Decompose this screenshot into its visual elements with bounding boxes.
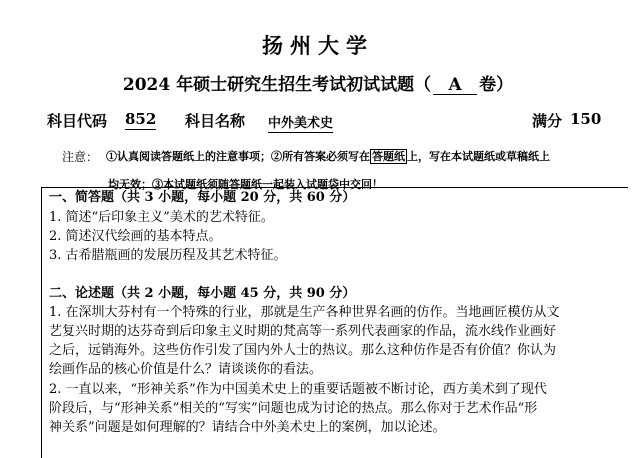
subject-code-label: 科目代码 [47,112,108,130]
question-2-1-line-3: 之后，远销海外。这些仿作引发了国内外人士的热议。那么这种仿作是否有价值？你认为 [49,343,557,358]
question-1-3: 3. 古希腊瓶画的发展历程及其艺术特征。 [49,248,287,263]
full-score-label: 满分 [532,112,563,130]
question-2-1-line-4: 绘画作品的核心价值是什么？请谈谈你的看法。 [49,362,323,377]
exam-title-suffix: 卷） [479,75,514,95]
notice-line-1-a: ①认真阅读答题纸上的注意事项；②所有答案必须写在 [106,150,370,163]
full-score: 150 [570,110,602,128]
paper-code: A [433,77,477,95]
question-2-2-line-1: 2. 一直以来，“形神关系”作为中国美术史上的重要话题被不断讨论，西方美术到了现代 [49,382,547,397]
notice-line-1-b: 上，写在本试题纸或草稿纸上 [407,150,550,163]
subject-name-label: 科目名称 [185,112,246,130]
exam-title [0,70,636,95]
notice-label: 注意： [62,150,99,164]
question-2-2-line-3: 神关系”问题是如何理解的？请结合中外美术史上的案例，加以论述。 [49,420,446,435]
question-1-1: 1. 简述“后印象主义”美术的艺术特征。 [49,210,274,225]
notice-line-1 [106,148,550,164]
section-1-heading: 一、简答题（共 3 小题，每小题 20 分，共 60 分） [49,190,356,205]
answer-sheet-term: 答题纸 [372,150,405,163]
question-1-2: 2. 简述汉代绘画的基本特点。 [49,229,222,244]
exam-title-prefix: 2024 年硕士研究生招生考试初试试题（ [122,75,432,95]
subject-name: 中外美术史 [268,112,333,133]
question-2-1-line-2: 艺复兴时期的达芬奇到后印象主义时期的梵高等一系列代表画家的作品，流水线作业画好 [49,324,557,339]
notice-line-2: 均无效；③本试题纸须随答题纸一起装入试题袋中交回！ [108,178,383,191]
subject-code: 852 [125,110,157,128]
question-2-1-line-1: 1. 在深圳大芬村有一个特殊的行业，那就是生产各种世界名画的仿作。当地画匠模仿从文 [49,305,560,320]
university-title: 扬州大学 [262,33,374,58]
question-2-2-line-2: 阶段后，与“形神关系”相关的“写实”问题也成为讨论的热点。那么你对于艺术作品“形 [49,401,538,416]
section-2-heading: 二、论述题（共 2 小题，每小题 45 分，共 90 分） [49,286,356,301]
